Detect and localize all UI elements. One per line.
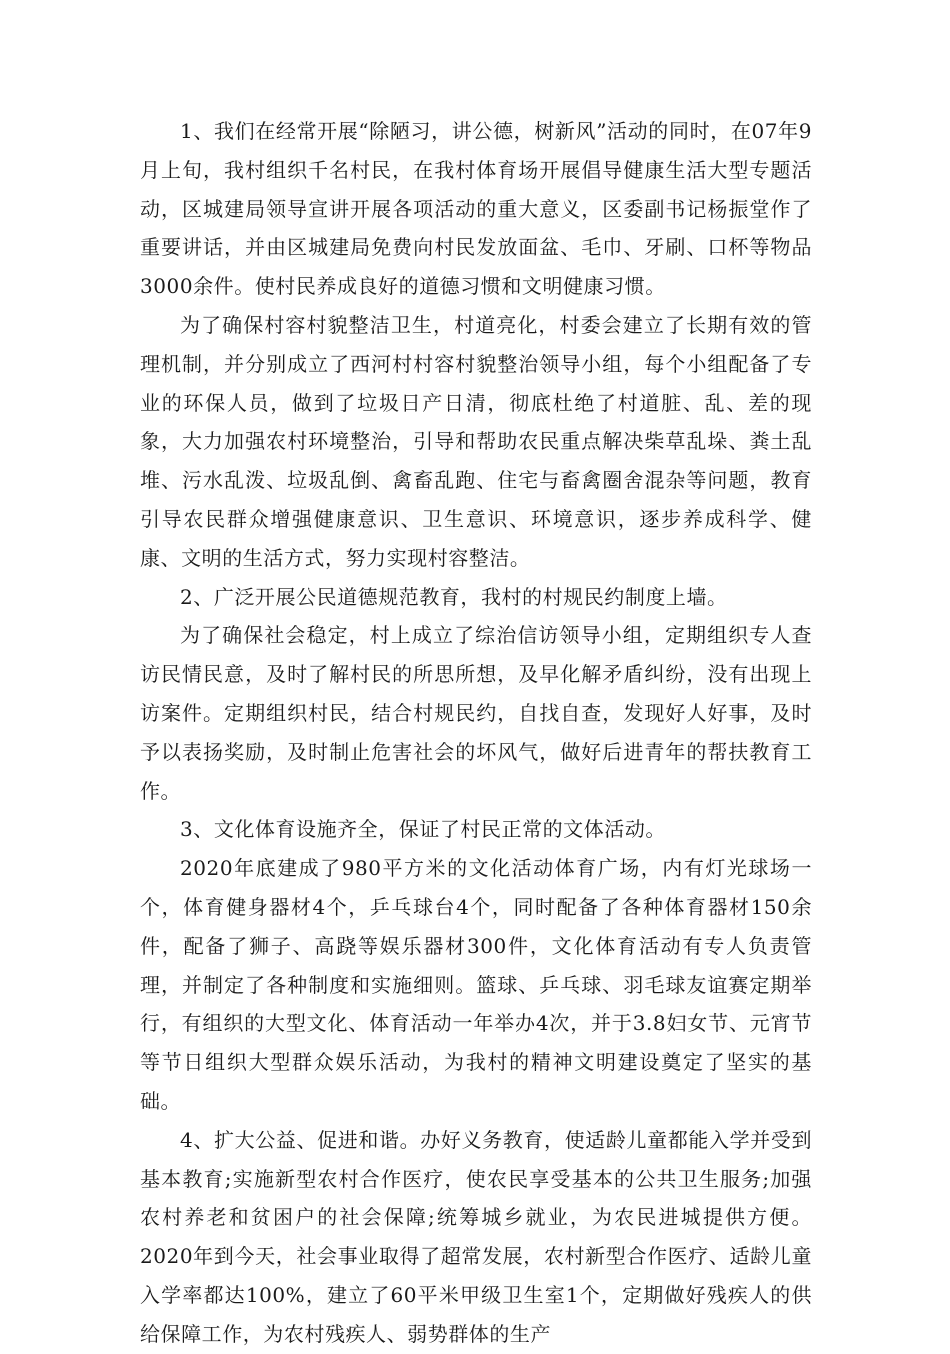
paragraph-culture-sports-heading: 3、文化体育设施齐全，保证了村民正常的文体活动。: [180, 817, 666, 842]
paragraph-public-welfare: 4、扩大公益、促进和谐。办好义务教育，使适龄儿童都能入学并受到基本教育;实施新型农村合作医疗，使农民享受基本的公共卫生服务;加强农村养老和贫困户的社会保障;统筹城乡就业，为农民进城提供方便。2020年到今天，社会事业取得了超常发展，农村新型合作医疗、适龄儿童入学率都达100%，建立了60平米甲级卫生室1个，定期做好残疾人的供给保障工作，为农村残疾人、弱势群体的生产: [140, 1127, 812, 1346]
paragraph-village-cleanliness: 为了确保村容村貌整洁卫生，村道亮化，村委会建立了长期有效的管理机制，并分别成立了西河村村容村貌整治领导小组，每个小组配备了专业的环保人员，做到了垃圾日产日清，彻底杜绝了村道脏、乱、差的现象，大力加强农村环境整治，引导和帮助农民重点解决柴草乱垛、粪土乱堆、污水乱泼、垃圾乱倒、禽畜乱跑、住宅与畜禽圈舍混杂等问题，教育引导农民群众增强健康意识、卫生意识、环境意识，逐步养成科学、健康、文明的生活方式，努力实现村容整洁。: [140, 312, 812, 570]
document-body: [140, 112, 812, 1354]
paragraph-moral-education-heading: 2、广泛开展公民道德规范教育，我村的村规民约制度上墙。: [180, 584, 728, 609]
paragraph-sports-facilities: 2020年底建成了980平方米的文化活动体育广场，内有灯光球场一个，体育健身器材4个，乒乓球台4个，同时配备了各种体育器材150余件，配备了狮子、高跷等娱乐器材300件，文化体育活动有专人负责管理，并制定了各种制度和实施细则。篮球、乒乓球、羽毛球友谊赛定期举行，有组织的大型文化、体育活动一年举办4次，并于3.8妇女节、元宵节等节日组织大型群众娱乐活动，为我村的精神文明建设奠定了坚实的基础。: [140, 856, 812, 1113]
paragraph-social-stability: 为了确保社会稳定，村上成立了综治信访领导小组，定期组织专人查访民情民意，及时了解村民的所思所想，及早化解矛盾纠纷，没有出现上访案件。定期组织村民，结合村规民约，自找自查，发现好人好事，及时予以表扬奖励，及时制止危害社会的坏风气，做好后进青年的帮扶教育工作。: [140, 623, 812, 803]
paragraph-activity-health: 1、我们在经常开展“除陋习，讲公德，树新风”活动的同时，在07年9月上旬，我村组织千名村民，在我村体育场开展倡导健康生活大型专题活动，区城建局领导宣讲开展各项活动的重大意义，区委副书记杨振堂作了重要讲话，并由区城建局免费向村民发放面盆、毛巾、牙刷、口杯等物品3000余件。使村民养成良好的道德习惯和文明健康习惯。: [140, 119, 812, 299]
